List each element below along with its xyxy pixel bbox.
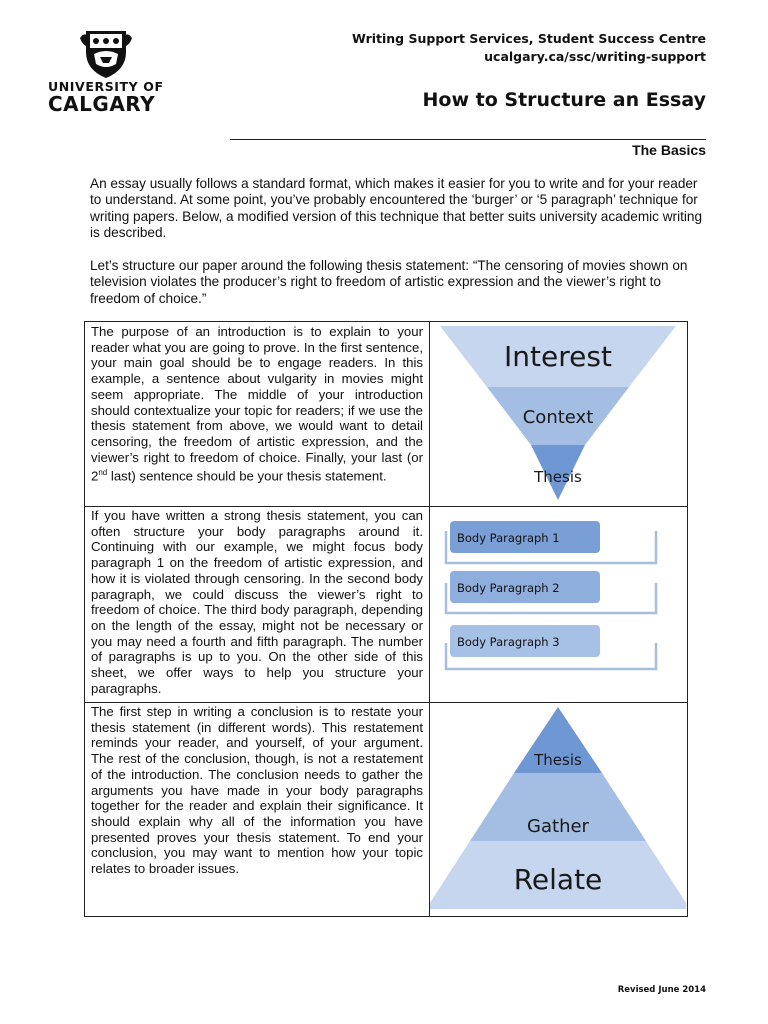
- pyramid-relate-label: Relate: [513, 863, 603, 896]
- revision-note: Revised June 2014: [617, 985, 706, 995]
- intro-paragraph: An essay usually follows a standard format, which makes it easier for you to write and for your reader to understand. At some point, you’ve probably encountered the ‘burger’ or ‘5 paragraph’ technique for writing papers. Below, a modified version of this technique that better suits university academic writing is described.: [90, 176, 703, 241]
- conclusion-text: The first step in writing a conclusion is to restate your thesis statement (in different words). This restatement reminds your reader, and yourself, of your argument. The rest of the conclusion, though, is not a restatement of the introduction. The conclusion needs to gather the arguments you have made in your body paragraphs together for the reader and explain their significance. It should explain why all of the information you have presented proves your thesis statement. To end your conclusion, you may want to mention how your topic relates to broader issues.: [91, 704, 423, 877]
- structure-table: [84, 321, 688, 917]
- university-logo: [48, 28, 164, 118]
- department-url[interactable]: ucalgary.ca/ssc/writing-support: [484, 49, 706, 64]
- body-paragraph-1-label: Body Paragraph 1: [457, 531, 560, 545]
- body-paragraph-3-label: Body Paragraph 3: [457, 635, 560, 649]
- body-paragraphs-text: If you have written a strong thesis statement, you can often structure your body paragraphs around it. Continuing with our example, we might focus body paragraph 1 on the freedom of artistic expression, and how it is violated through censoring. In the second body paragraph, we could discuss the viewer’s right to freedom of choice. The third body paragraph, depending on the length of the essay, might not be necessary or you may need a fourth and fifth paragraph. The number of paragraphs is up to you. On the other side of this sheet, we offer ways to help you structure your paragraphs.: [91, 508, 423, 696]
- funnel-interest-label: Interest: [504, 340, 612, 373]
- conclusion-pyramid: [430, 703, 686, 915]
- logo-line-1: UNIVERSITY OF: [48, 79, 164, 94]
- university-crest-icon: [78, 28, 134, 80]
- page-title: How to Structure an Essay: [422, 89, 706, 111]
- introduction-text: The purpose of an introduction is to explain to your reader what you are going to prove. In the first sentence, your main goal should be to engage readers. In this example, a sentence about vulgarity in movies might seem appropriate. The middle of your introduction should contextualize your topic for readers; if we use the thesis statement from above, we would want to detail censoring, the freedom of artistic expression, and the viewer’s right to freedom of choice. Finally, your last (or 2nd last) sentence should be your thesis statement.: [91, 324, 423, 484]
- body-paragraph-2-label: Body Paragraph 2: [457, 581, 560, 595]
- department-name: Writing Support Services, Student Success Centre: [352, 31, 706, 46]
- pyramid-thesis-label: Thesis: [534, 751, 582, 769]
- pyramid-gather-label: Gather: [527, 816, 589, 837]
- funnel-thesis-label: Thesis: [534, 468, 582, 486]
- section-heading: The Basics: [632, 142, 706, 158]
- body-paragraphs-diagram: [430, 507, 686, 701]
- funnel-context-label: Context: [522, 407, 594, 428]
- thesis-paragraph: Let’s structure our paper around the following thesis statement: “The censoring of movies shown on television violates the producer’s right to freedom of artistic expression and the viewer’s right to freedom of choice.”: [90, 258, 688, 306]
- introduction-funnel: [430, 324, 686, 504]
- header-divider: [230, 139, 706, 140]
- logo-line-2: CALGARY: [48, 92, 156, 116]
